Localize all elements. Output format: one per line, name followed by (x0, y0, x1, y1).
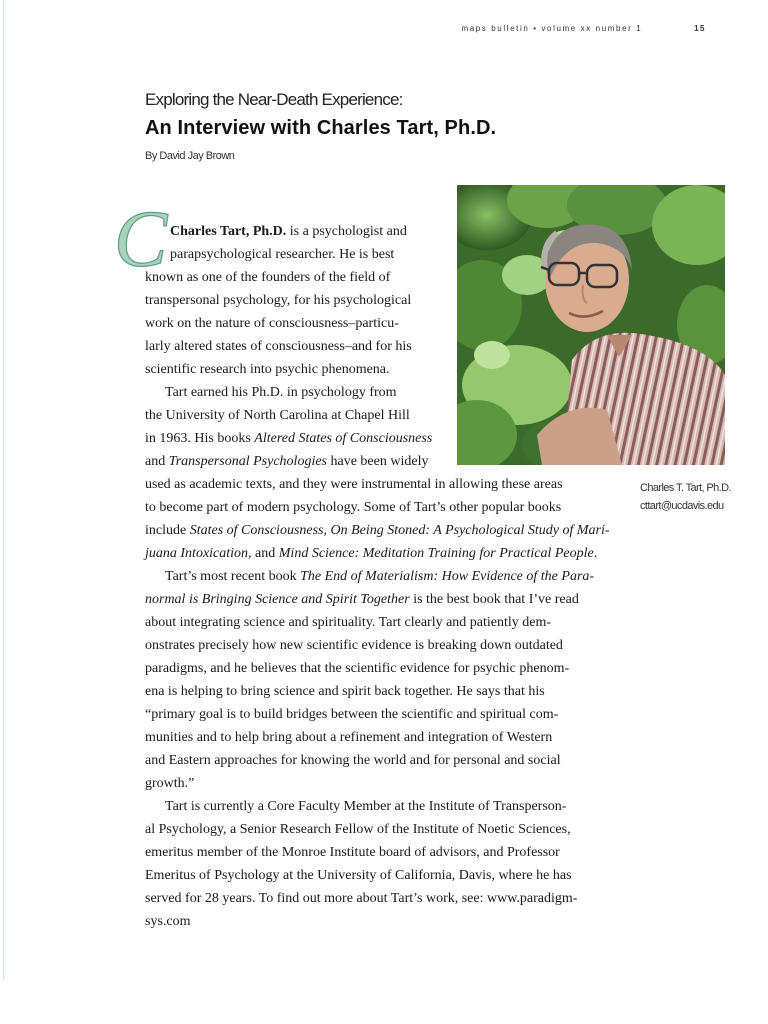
photo-caption (640, 479, 731, 515)
body-text-run: Tart’s most recent book (165, 569, 301, 584)
body-line (165, 795, 566, 818)
article-byline: By David Jay Brown (145, 150, 235, 162)
body-line (145, 473, 563, 496)
body-line (145, 864, 572, 887)
body-line (145, 588, 579, 611)
body-text-run: Tart earned his Ph.D. in psychology from (165, 385, 397, 400)
body-text-run: is the best book that I’ve read (409, 592, 579, 607)
body-text-run: used as academic texts, and they were instrumental in allowing these areas (145, 477, 563, 492)
body-text-run: . (593, 546, 598, 561)
body-text-run: have been widely (327, 454, 429, 469)
running-title: maps bulletin • volume xx number 1 (461, 24, 643, 33)
body-text-run: Mind Science: Meditation Training for Practical People (278, 546, 594, 561)
body-line (145, 887, 577, 910)
body-text-run: , and (248, 546, 279, 561)
body-line (145, 818, 571, 841)
body-line (145, 657, 569, 680)
body-line (145, 358, 390, 381)
author-photo (457, 185, 725, 465)
page-edge-line (3, 0, 4, 980)
body-text-run: Emeritus of Psychology at the University of California, Davis, where he has (145, 868, 572, 883)
body-text-run: the University of North Carolina at Chapel Hill (145, 408, 410, 423)
body-text-run: known as one of the founders of the field of (145, 270, 391, 285)
body-text-run: Altered States of Consciousness (254, 431, 433, 446)
body-line (145, 703, 558, 726)
body-text-run: about integrating science and spirituality. Tart clearly and patiently dem- (145, 615, 552, 630)
caption-email: cttart@ucdavis.edu (640, 500, 724, 512)
body-text-run: emeritus member of the Monroe Institute board of advisors, and Professor (145, 845, 560, 860)
body-line (145, 749, 561, 772)
body-line (145, 312, 399, 335)
body-line (145, 519, 610, 542)
body-line (145, 335, 412, 358)
body-text-run: paradigms, and he believes that the scientific evidence for psychic phenom- (145, 661, 570, 676)
body-line (145, 680, 545, 703)
body-line (145, 289, 411, 312)
body-text-run: The End of Materialism: How Evidence of the Para- (300, 569, 595, 584)
body-text-run: States of Consciousness, On Being Stoned: A Psychological Study of Mari- (189, 523, 610, 538)
body-text-run: onstrates precisely how new scientific evidence is breaking down outdated (145, 638, 563, 653)
body-line (165, 381, 397, 404)
body-text-run: juana Intoxication (145, 546, 249, 561)
body-text-run: and Eastern approaches for knowing the world and for personal and social (145, 753, 561, 768)
body-text-run: al Psychology, a Senior Research Fellow of the Institute of Noetic Sciences, (145, 822, 571, 837)
body-line (145, 841, 560, 864)
body-text-run: work on the nature of consciousness–particu- (145, 316, 399, 331)
running-header (0, 24, 706, 33)
body-text-run: transpersonal psychology, for his psychological (145, 293, 412, 308)
body-line (145, 496, 561, 519)
body-text-run: larly altered states of consciousness–and for his (145, 339, 412, 354)
caption-name: Charles T. Tart, Ph.D. (640, 482, 731, 494)
body-text-run: scientific research into psychic phenomena. (145, 362, 390, 377)
body-line (145, 542, 597, 565)
page-number: 15 (694, 24, 706, 33)
body-text-run: in 1963. His books (145, 431, 255, 446)
body-text-run: served for 28 years. To find out more about Tart’s work, see: www.paradigm- (145, 891, 578, 906)
body-line (145, 634, 563, 657)
article-kicker: Exploring the Near-Death Experience: (145, 90, 403, 109)
body-line (145, 772, 194, 795)
body-text-run: parapsychological researcher. He is best (170, 247, 395, 262)
body-text-run: to become part of modern psychology. Some of Tart’s other popular books (145, 500, 562, 515)
body-line (145, 427, 432, 450)
body-text-run: include (145, 523, 190, 538)
body-text-run: Tart is currently a Core Faculty Member at the Institute of Transperson- (165, 799, 567, 814)
body-text-run: “primary goal is to build bridges between the scientific and spiritual com- (145, 707, 559, 722)
body-line (170, 220, 407, 243)
body-line (145, 404, 410, 427)
drop-cap-glyph: C (114, 200, 168, 280)
body-text-run: normal is Bringing Science and Spirit Together (145, 592, 410, 607)
portrait-illustration (457, 185, 725, 465)
body-line (145, 611, 551, 634)
body-text-run: and (145, 454, 169, 469)
body-text-run: growth.” (145, 776, 195, 791)
body-line (145, 910, 191, 933)
body-text-run: sys.com (145, 914, 191, 929)
body-line (145, 726, 552, 749)
body-text-run: ena is helping to bring science and spirit back together. He says that his (145, 684, 545, 699)
body-text-run: Charles Tart, Ph.D. (170, 224, 287, 239)
body-line (145, 450, 428, 473)
body-line (145, 266, 390, 289)
body-text-run: Transpersonal Psychologies (168, 454, 327, 469)
body-line (165, 565, 594, 588)
body-line (170, 243, 394, 266)
article-title: An Interview with Charles Tart, Ph.D. (145, 117, 497, 139)
body-text-run: is a psychologist and (286, 224, 407, 239)
body-text-run: munities and to help bring about a refinement and integration of Western (145, 730, 553, 745)
